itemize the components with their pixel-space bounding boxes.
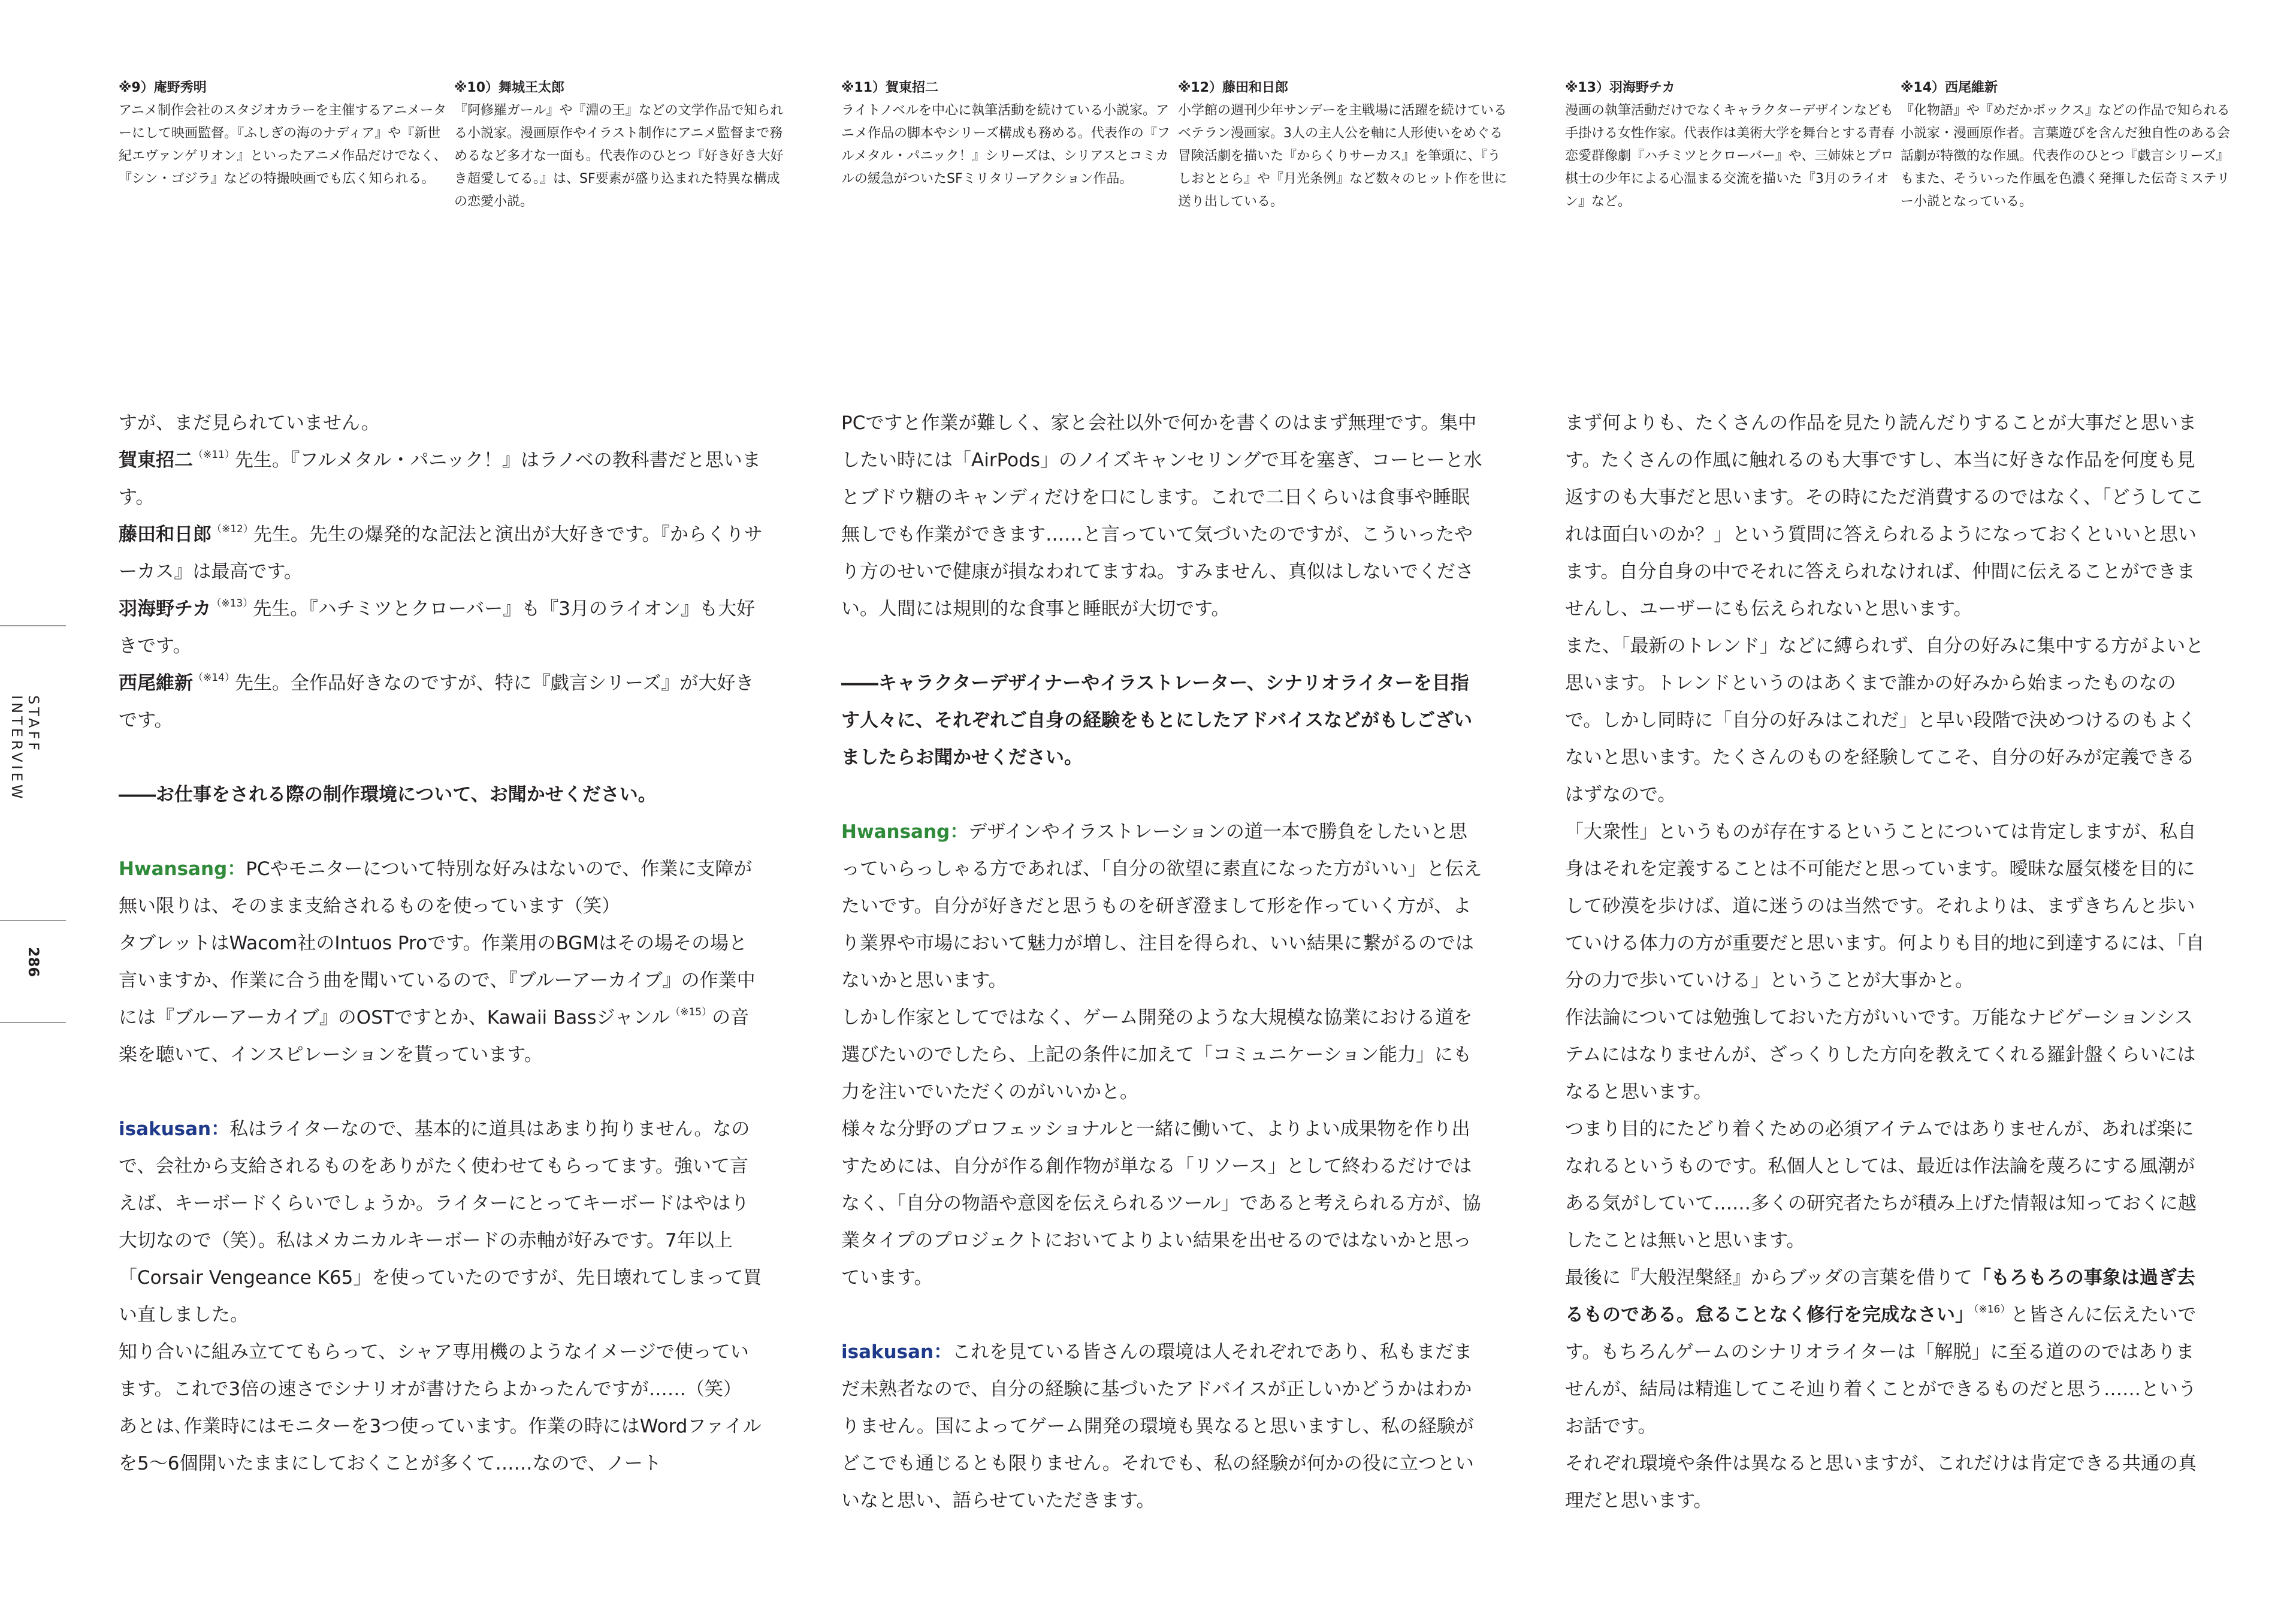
- paragraph: [119, 665, 763, 739]
- footnote-heading: ※13）羽海野チカ: [1565, 80, 1675, 95]
- paragraph-text: これを見ている皆さんの環境は人それぞれであり、私もまだまだ未熟者なので、自分の経験に基づいたアドバイスが正しいかどうかはわかりません。国によってゲーム開発の環境も異なると思いますし、私の経験がどこでも通じるとも限りません。それでも、私の経験が何かの役に立つといいなと思い、語らせていただきます。: [841, 1341, 1474, 1512]
- body-column-3: [1565, 405, 2209, 1519]
- paragraph: [119, 590, 763, 665]
- sidebar-rule-bottom: [0, 1022, 66, 1023]
- paragraph-text: 先生。全作品好きなのですが、特に『戯言シリーズ』が大好きです。: [119, 672, 754, 731]
- paragraph: 様々な分野のプロフェッショナルと一緒に働いて、よりよい成果物を作り出すためには、自分が作る創作物が単なる「リソース」として終わるだけではなく、「自分の物語や意図を伝えられるツール」であると考えられる方が、協業タイプのプロジェクトにおいてよりよい結果を出せるのではないかと思っています。: [841, 1118, 1481, 1289]
- footnote-12: [1178, 77, 1510, 213]
- spacer: [841, 1296, 1485, 1334]
- paragraph-text: デザインやイラストレーションの道一本で勝負をしたいと思っていらっしゃる方であれば、「自分の欲望に素直になった方がいい」と伝えたいです。自分が好きだと思うものを研ぎ澄まして形を作っていく方が、より業界や市場において魅力が増し、注目を得られ、いい結果に繋がるのではないかと思います。: [841, 821, 1482, 991]
- speaker-hwansang: Hwansang：: [119, 858, 246, 880]
- footnote-body: ライトノベルを中心に執筆活動を続けている小説家。アニメ作品の脚本やシリーズ構成も務める。代表作の『フルメタル・パニック！』シリーズは、シリアスとコミカルの緩急がついたSFミリタリーアクション作品。: [841, 103, 1170, 186]
- spacer: [119, 1073, 763, 1111]
- footnote-ref: （※12）: [212, 523, 253, 535]
- paragraph: また、「最新のトレンド」などに縛られず、自分の好みに集中する方がよいと思います。トレンドというのはあくまで誰かの好みから始まったものなので。しかし同時に「自分の好みはこれだ」と早い段階で決めつけるのもよくないと思います。たくさんのものを経験してこそ、自分の好みが定義できるはずなので。: [1565, 635, 2204, 806]
- paragraph: まず何よりも、たくさんの作品を見たり読んだりすることが大事だと思います。たくさんの作風に触れるのも大事ですし、本当に好きな作品を何度も見返すのも大事だと思います。その時にただ消費するのではなく、「どうしてこれは面白いのか？」という質問に答えられるようになっておくといいと思います。自分自身の中でそれに答えられなければ、仲間に伝えることができませんし、ユーザーにも伝えられないと思います。: [1565, 412, 2204, 620]
- paragraph: あとは､作業時にはモニターを3つ使っています。作業の時にはWordファイルを5～6個開いたままにしておくことが多くて……なので、ノート: [119, 1416, 762, 1474]
- footnote-heading: ※10）舞城王太郎: [454, 80, 565, 95]
- section-label: STAFF INTERVIEW: [8, 695, 42, 802]
- interview-question: ――キャラクターデザイナーやイラストレーター、シナリオライターを目指す人々に、それぞれご自身の経験をもとにしたアドバイスなどがもしございましたらお聞かせください。: [841, 672, 1473, 768]
- footnote-ref: （※13）: [211, 598, 253, 610]
- body-column-2: [841, 405, 1485, 1519]
- footnote-body: 漫画の執筆活動だけでなくキャラクターデザインなども手掛ける女性作家。代表作は美術大学を舞台とする青春恋愛群像劇『ハチミツとクローバー』や、三姉妹とプロ棋士の少年による心温まる交流を描いた『3月のライオン』など。: [1565, 103, 1895, 209]
- paragraph: [841, 813, 1485, 999]
- footnote-body: アニメ制作会社のスタジオカラーを主催するアニメーターにして映画監督。『ふしぎの海のナディア』や『新世紀エヴァンゲリオン』といったアニメ作品だけでなく、『シン・ゴジラ』などの特撮映画でも広く知られる。: [119, 103, 447, 186]
- paragraph: [119, 925, 763, 1073]
- paragraph-text: PCやモニターについて特別な好みはないので、作業に支障が無い限りは、そのまま支給されるものを使っています（笑）: [119, 858, 753, 917]
- author-name: 藤田和日郎: [119, 524, 212, 545]
- paragraph-text: 私はライターなので、基本的に道具はあまり拘りません。なので、会社から支給されるものをありがたく使わせてもらってます。強いて言えば、キーボードくらいでしょうか。ライターにとってキーボードはやはり大切なので（笑）。私はメカニカルキーボードの赤軸が好みです。7年以上「Corsair Vengeance K65」を使っていたのですが、先日壊れてしまって買い直しました。: [119, 1118, 762, 1326]
- spacer: [119, 813, 763, 850]
- paragraph: [119, 1111, 763, 1334]
- page-number: 286: [25, 947, 42, 978]
- footnote-heading: ※14）西尾維新: [1901, 80, 1998, 95]
- paragraph-text: 先生。『ハチミツとクローバー』も『3月のライオン』も大好きです。: [119, 598, 756, 657]
- footnote-body: 『化物語』や『めだかボックス』などの作品で知られる小説家・漫画原作者。言葉遊びを含んだ独自性のある会話劇が特徴的な作風。代表作のひとつ『戯言シリーズ』もまた、そういった作風を色濃く発揮した伝奇ミステリー小説となっている。: [1901, 103, 2231, 209]
- footnote-ref: （※16）: [1974, 1304, 2011, 1316]
- sidebar-rule-middle: [0, 920, 66, 921]
- spacer: [841, 628, 1485, 665]
- paragraph: しかし作家としてではなく、ゲーム開発のような大規模な協業における道を選びたいのでしたら、上記の条件に加えて「コミュニケーション能力」にも力を注いでいただくのがいいかと。: [841, 1007, 1473, 1103]
- speaker-hwansang: Hwansang：: [841, 821, 969, 843]
- footnote-body: 『阿修羅ガール』や『淵の王』などの文学作品で知られる小説家。漫画原作やイラスト制作にアニメ監督まで務めるなど多才な一面も。代表作のひとつ『好き好き大好き超愛してる。』は、SF要素が盛り込まれた特異な構成の恋愛小説。: [454, 103, 784, 209]
- author-name: 賀東招二: [119, 450, 193, 471]
- paragraph: [119, 850, 763, 925]
- footnote-ref: （※14）: [193, 672, 235, 684]
- footnote-heading: ※9）庵野秀明: [119, 80, 207, 95]
- paragraph: 知り合いに組み立ててもらって、シャア専用機のようなイメージで使っています。これで3倍の速さでシナリオが書けたらよかったんですが……（笑）: [119, 1341, 749, 1400]
- spacer: [119, 739, 763, 776]
- paragraph-text: の音楽を聴いて、インスピレーションを貰っています。: [119, 1007, 750, 1066]
- paragraph-text: 先生。先生の爆発的な記法と演出が大好きです。『からくりサーカス』は最高です。: [119, 524, 763, 583]
- paragraph: PCですと作業が難しく、家と会社以外で何かを書くのはまず無理です。集中したい時には「AirPods」のノイズキャンセリングで耳を塞ぎ、コーヒーと水とブドウ糖のキャンディだけを口にします。これで二日くらいは食事や睡眠無しでも作業ができます……と言っていて気づいたのですが、こういったやり方のせいで健康が損なわれてますね。すみません、真似はしないでください。人間には規則的な食事と睡眠が大切です。: [841, 412, 1482, 620]
- author-name: 西尾維新: [119, 672, 193, 694]
- paragraph: すが、まだ見られていません。: [119, 412, 380, 434]
- footnote-9: [119, 77, 451, 191]
- footnote-10: [454, 77, 787, 213]
- paragraph: [119, 442, 763, 516]
- speaker-isakusan: isakusan：: [119, 1118, 230, 1140]
- paragraph-text: と皆さんに伝えたいです。もちろんゲームのシナリオライターは「解脱」に至る道ののではありませんが、結局は精進してこそ辿り着くことができるものだと思う……というお話です。: [1565, 1304, 2197, 1437]
- footnote-13: [1565, 77, 1898, 213]
- speaker-isakusan: isakusan：: [841, 1341, 953, 1363]
- paragraph-text: 最後に『大般涅槃経』からブッダの言葉を借りて: [1565, 1267, 1972, 1289]
- sidebar-rule-top: [0, 625, 66, 626]
- footnote-ref: （※15）: [670, 1006, 712, 1018]
- footnote-heading: ※11）賀東招二: [841, 80, 939, 95]
- footnote-body: 小学館の週刊少年サンデーを主戦場に活躍を続けているベテラン漫画家。3人の主人公を軸に人形使いをめぐる冒険活劇を描いた『からくりサーカス』を筆頭に、『うしおととら』や『月光条例』など数々のヒット作を世に送り出している。: [1178, 103, 1507, 209]
- buddha-quote: 「もろもろの事象は過ぎ去るものである。怠ることなく修行を完成なさい」: [1565, 1267, 2195, 1326]
- footnote-14: [1901, 77, 2233, 213]
- footnote-heading: ※12）藤田和日郎: [1178, 80, 1289, 95]
- paragraph: つまり目的にたどり着くための必須アイテムではありませんが、あれば楽になれるというものです。私個人としては、最近は作法論を蔑ろにする風潮がある気がしていて……多くの研究者たちが積み上げた情報は知っておくに越したことは無いと思います。: [1565, 1118, 2197, 1251]
- paragraph: 「大衆性」というものが存在するということについては肯定しますが、私自身はそれを定義することは不可能だと思っています。曖昧な蜃気楼を目的にして砂漠を歩けば、道に迷うのは当然です。それよりは、まずきちんと歩いていける体力の方が重要だと思います。何よりも目的地に到達するには、「自分の力で歩いていける」ということが大事かと。: [1565, 821, 2205, 991]
- body-column-1: [119, 405, 763, 1482]
- footnote-ref: （※11）: [193, 449, 235, 461]
- paragraph-text: 先生。『フルメタル・パニック！』はラノベの教科書だと思います。: [119, 450, 761, 508]
- interview-question: ――お仕事をされる際の制作環境について、お聞かせください。: [119, 784, 657, 806]
- paragraph-text: タブレットはWacom社のIntuos Proです。作業用のBGMはその場その場と言いますか、作業に合う曲を聞いているので、『ブルーアーカイブ』の作業中には『ブルーアーカイブ』のOSTですとか、Kawaii Bassジャンル: [119, 933, 756, 1028]
- spacer: [841, 776, 1485, 813]
- footnote-11: [841, 77, 1174, 191]
- paragraph: それぞれ環境や条件は異なると思いますが、これだけは肯定できる共通の真理だと思います。: [1565, 1453, 2197, 1512]
- paragraph: [1565, 1259, 2209, 1445]
- paragraph: [841, 1334, 1485, 1519]
- author-name: 羽海野チカ: [119, 598, 212, 620]
- paragraph: 作法論については勉強しておいた方がいいです。万能なナビゲーションシステムにはなりませんが、ざっくりした方向を教えてくれる羅針盤くらいにはなると思います。: [1565, 1007, 2196, 1103]
- paragraph: [119, 516, 763, 590]
